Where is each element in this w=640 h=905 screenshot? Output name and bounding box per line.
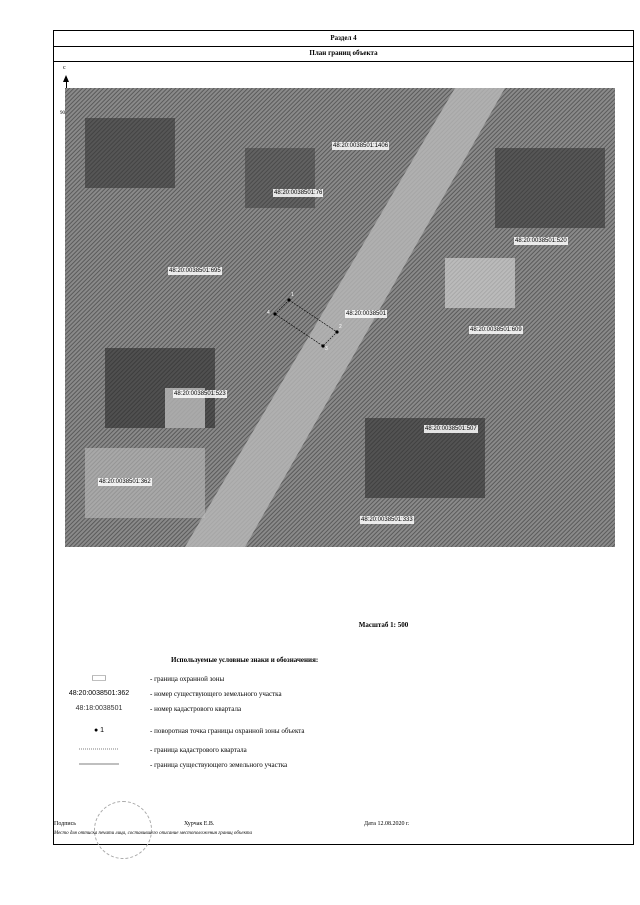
north-letter: с <box>63 65 66 71</box>
point-label-2: 2 <box>339 324 342 330</box>
point-label-1: 1 <box>291 292 294 298</box>
seal-stamp <box>94 801 152 859</box>
parcel-label: 48:20:0038501:609 <box>470 327 522 333</box>
legend-item: - граница существующего земельного участка <box>54 759 633 771</box>
north-degree: 90 <box>60 111 65 116</box>
parcel-label: 48:20:0038501:523 <box>174 391 226 397</box>
sign-label: Подпись <box>54 821 77 827</box>
parcel-label: 48:20:0038501 <box>346 311 387 317</box>
quarter-border-line-icon <box>54 744 144 756</box>
turn-point-4 <box>273 312 276 315</box>
legend-item: 48:20:0038501:362 - номер существующего земельного участка <box>68 690 282 698</box>
turn-point-1 <box>287 298 290 301</box>
scale-label: Масштаб 1: 500 <box>358 621 409 629</box>
section-header: Раздел 4 <box>54 31 633 47</box>
parcel-label: 48:20:0038501:520 <box>515 238 567 244</box>
legend-item: ● 1 - поворотная точка границы охранной зоны объекта <box>54 725 633 737</box>
point-label-4: 4 <box>267 310 270 316</box>
parcel-border-line-icon <box>54 759 144 771</box>
legend-item: - граница кадастрового квартала <box>54 744 633 756</box>
legend-title: Используемые условные знаки и обозначения: <box>171 656 319 664</box>
aerial-map <box>65 88 615 547</box>
document-frame <box>53 30 634 845</box>
parcel-label: 48:20:0038501:1406 <box>333 143 389 149</box>
turn-point-2 <box>335 330 338 333</box>
parcel-label: 48:20:0038501:76 <box>274 190 323 196</box>
seal-note: Место для оттиска печати лица, составившего описание местоположения границ объекта <box>54 831 253 836</box>
legend-item: - граница охранной зоны <box>54 673 633 685</box>
legend-item: 48:18:0038501 - номер кадастрового квартала <box>75 705 242 713</box>
page-title: План границ объекта <box>54 46 633 62</box>
point-label-3: 3 <box>325 346 328 352</box>
turn-point-symbol-icon: ● 1 <box>93 727 105 734</box>
signer-name: Хурчак Е.В. <box>184 821 215 827</box>
sign-date: Дата 12.08.2020 г. <box>364 821 410 827</box>
parcel-label: 48:20:0038501:507 <box>425 426 477 432</box>
protection-zone-symbol-icon <box>54 673 144 685</box>
parcel-label: 48:20:0038501:362 <box>99 479 151 485</box>
parcel-label: 48:20:0038501:695 <box>169 268 221 274</box>
parcel-label: 48:20:0038501:333 <box>361 517 413 523</box>
